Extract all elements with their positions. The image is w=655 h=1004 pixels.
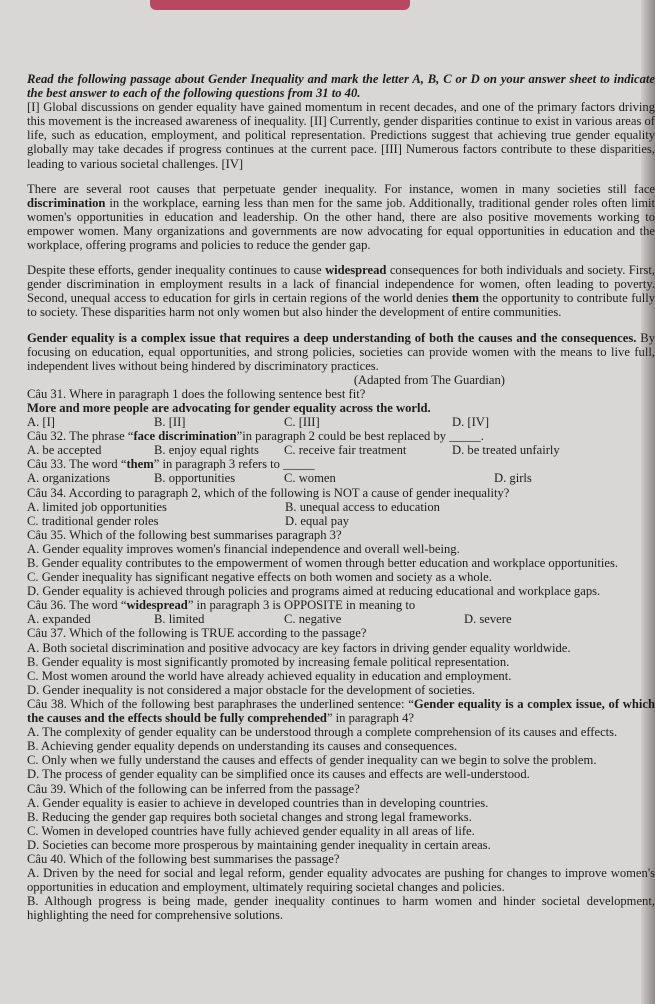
option-a[interactable]: A. Driven by the need for social and legal reform, gender equality advocates are pushing for changes to improve women's opportunities in education and employment, ultimately requiring societal changes and policies. [27,866,655,895]
question-stem: Câu 39. Which of the following can be inferred from the passage? [27,781,360,796]
question-stem [27,697,655,725]
underlined-sentence: Gender equality is a complex issue, of which the causes and the effects should be fully comprehended [27,696,655,726]
question-40 [27,852,655,922]
option-a[interactable]: A. The complexity of gender equality can be understood through a complete comprehension of its causes and effects. [27,725,618,740]
bold-term: widespread [126,598,188,613]
option-d[interactable]: D. Gender inequality is not considered a major obstacle for the development of societies. [27,682,475,697]
reading-worksheet [27,72,655,922]
option-c[interactable]: C. negative [284,612,342,627]
option-b[interactable]: B. Although progress is being made, gender inequality continues to harm women and hinder societal development, highlighting the need for comprehensive solutions. [27,894,655,923]
source-citation: (Adapted from The Guardian) [353,372,505,387]
option-b[interactable]: B. Gender equality contributes to the empowerment of women through better education and workplace opportunities. [27,556,619,570]
text: consequences for both individuals and society. First, gender discrimination in employment results in a lack of financial independence for women, often leading to poverty. Second, unequal access to education for girls in certain regions of the world denies [27,263,655,306]
question-stem: Câu 40. Which of the following best summarises the passage? [27,851,340,866]
bold-term: widespread [325,263,387,278]
option-c[interactable]: C. receive fair treatment [284,443,407,458]
bold-term: face discrimination [133,429,237,444]
option-a[interactable]: A. Both societal discrimination and positive advocacy are key factors in driving gender equality worldwide. [27,640,571,655]
option-d[interactable]: D. be treated unfairly [452,443,560,458]
option-c[interactable]: C. Most women around the world have already achieved equality in education and employment. [27,668,512,683]
option-c[interactable]: C. women [284,471,336,486]
text: Câu 33. The word “ [27,457,127,472]
instructions: Read the following passage about Gender Inequality and mark the letter A, B, C or D on your answer sheet to indicate the best answer to each of the following questions from 31 to 40. [27,72,655,101]
option-a[interactable]: A. limited job opportunities [27,499,167,514]
question-38 [27,697,655,782]
option-a[interactable]: A. Gender equality is easier to achieve in developed countries than in developing countries. [27,795,489,810]
question-35 [27,528,655,598]
option-c[interactable]: C. Only when we fully understand the causes and effects of gender inequality can we begin to solve the problem. [27,753,597,768]
option-a[interactable]: A. [I] [27,415,55,430]
book-cover-strip [150,0,410,10]
bold-term: them [451,291,480,306]
question-31 [27,387,655,429]
option-a[interactable]: A. organizations [27,471,111,486]
paragraph-2 [27,182,655,252]
bold-term: discrimination [27,195,106,210]
question-stem: Câu 34. According to paragraph 2, which of the following is NOT a cause of gender inequality? [27,485,510,500]
option-a[interactable]: A. be accepted [27,443,102,458]
question-stem [27,598,655,612]
question-stem [27,429,655,443]
option-d[interactable]: D. The process of gender equality can be simplified once its causes and effects are well-understood. [27,767,530,782]
option-c[interactable]: C. Gender inequality has significant negative effects on both women and society as a whole. [27,570,492,585]
option-b[interactable]: B. opportunities [154,471,236,486]
text: Câu 32. The phrase “ [27,429,134,444]
question-stem: Câu 35. Which of the following best summarises paragraph 3? [27,527,342,542]
option-b[interactable]: B. Reducing the gender gap requires both societal changes and strong legal frameworks. [27,809,472,824]
text: ” in paragraph 3 refers to _____ [153,457,315,472]
option-b[interactable]: B. Gender equality is most significantly promoted by increasing female political representation. [27,654,510,669]
text: in the workplace, earning less than men for the same job. Additionally, traditional gender roles often limit women's opportunities in education and leadership. On the other hand, there are also positive movements working to empower women. Many organizations and governments are now advocating for equal opportunities in education and the workplace, offering programs and policies to reduce the gender gap. [27,195,655,253]
target-sentence: More and more people are advocating for gender equality across the world. [27,400,431,415]
question-39 [27,782,655,852]
option-d[interactable]: D. girls [494,471,532,486]
paragraph-4 [27,331,655,373]
text: Despite these efforts, gender inequality continues to cause [27,263,326,278]
question-34 [27,486,655,528]
option-b[interactable]: B. unequal access to education [285,499,440,514]
text: ” in paragraph 4? [326,711,414,726]
option-c[interactable]: C. traditional gender roles [27,513,159,528]
option-b[interactable]: B. [II] [154,415,186,430]
question-stem: Câu 37. Which of the following is TRUE according to the passage? [27,626,367,641]
option-d[interactable]: D. Gender equality is achieved through policies and programs aimed at reducing educational and workplace gaps. [27,584,601,599]
bold-sentence: Gender equality is a complex issue that requires a deep understanding of both the causes and the consequences. [27,330,637,345]
option-c[interactable]: C. Women in developed countries have fully achieved gender equality in all areas of life. [27,823,475,838]
bold-term: them [126,457,154,472]
text: By focusing on education, equal opportunities, and strong policies, societies can provide women with the means to live full, independent lives without being hindered by discriminatory practices. [27,330,655,373]
question-37 [27,626,655,696]
text: There are several root causes that perpetuate gender inequality. For instance, women in many societies still face [27,181,655,196]
option-d[interactable]: D. equal pay [285,513,349,528]
option-b[interactable]: B. enjoy equal rights [154,443,259,458]
question-33 [27,457,655,485]
text: Câu 38. Which of the following best paraphrases the underlined sentence: “ [27,696,414,711]
question-36 [27,598,655,626]
text: ” in paragraph 3 is OPPOSITE in meaning to [187,598,416,613]
option-b[interactable]: B. limited [154,612,205,627]
text: the opportunity to contribute fully to society. These disparities harm not only women but also hinder the development of entire communities. [27,291,655,320]
text: ”in paragraph 2 could be best replaced by _____. [236,429,484,444]
option-d[interactable]: D. severe [464,612,512,627]
text: Câu 36. The word “ [27,598,127,613]
paragraph-3 [27,263,655,319]
option-a[interactable]: A. Gender equality improves women's financial independence and overall well-being. [27,541,460,556]
option-b[interactable]: B. Achieving gender equality depends on understanding its causes and consequences. [27,739,458,754]
option-d[interactable]: D. [IV] [452,415,490,430]
option-c[interactable]: C. [III] [284,415,320,430]
option-a[interactable]: A. expanded [27,612,91,627]
paragraph-1: [I] Global discussions on gender equality have gained momentum in recent decades, and one of the primary factors driving this movement is the increased awareness of inequality. [II] Currently, gender disparities continue to exist in various areas of life, such as education, employment, and political representation. Predictions suggest that achieving true gender equality globally may take decades if progress continues at the current pace. [III] Numerous factors contribute to these disparities, leading to various societal challenges. [IV] [27,100,655,171]
question-stem: Câu 31. Where in paragraph 1 does the following sentence best fit? [27,386,366,401]
question-32 [27,429,655,457]
option-d[interactable]: D. Societies can become more prosperous by maintaining gender inequality in certain areas. [27,837,491,852]
question-stem [27,457,655,471]
